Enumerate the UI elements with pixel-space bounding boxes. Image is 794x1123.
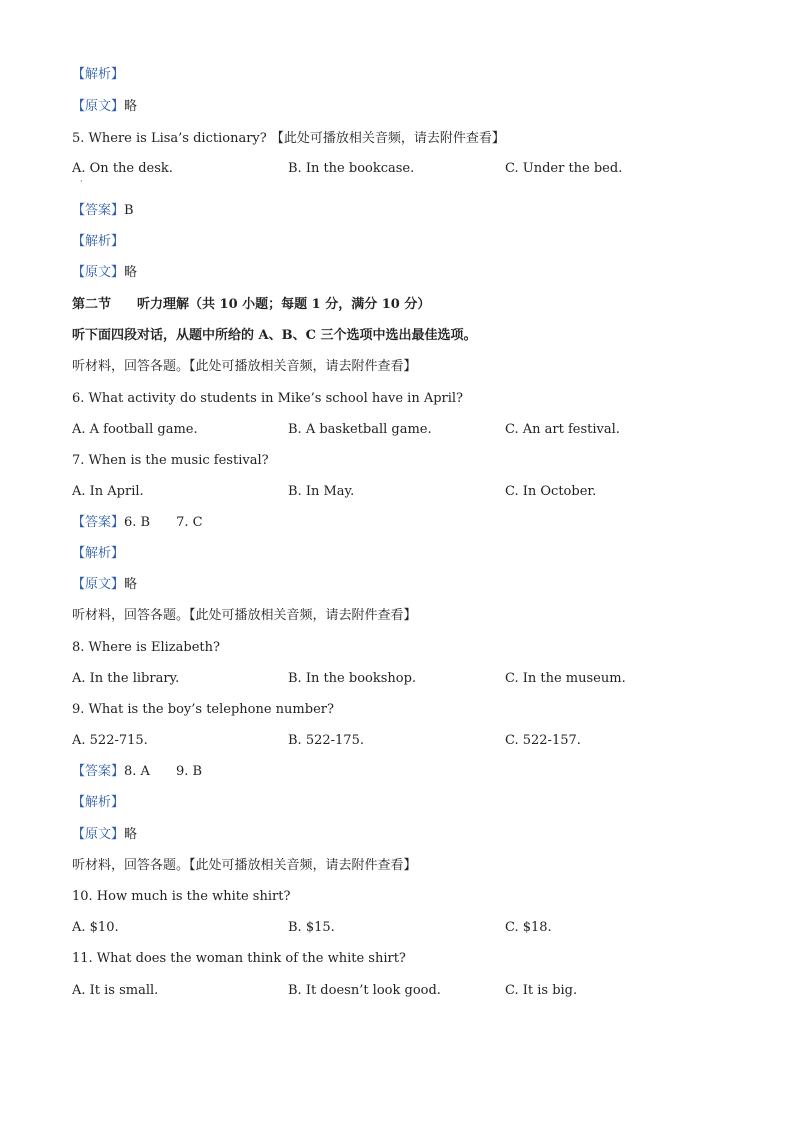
q7-option-a: A. In April. bbox=[72, 484, 144, 499]
section-2-title: 第二节 听力理解（共 10 小题；每题 1 分，满分 10 分） bbox=[72, 297, 431, 312]
analysis-label: 【解析】 bbox=[72, 234, 125, 249]
q11-option-b: B. It doesn’t look good. bbox=[288, 983, 441, 998]
q5-answer-line: 【答案】B bbox=[72, 203, 134, 218]
q8-option-a: A. In the library. bbox=[72, 671, 180, 686]
q5-option-c: C. Under the bed. bbox=[505, 161, 623, 176]
q10-option-a: A. $10. bbox=[72, 920, 119, 935]
analysis-label: 【解析】 bbox=[72, 67, 125, 82]
original-text-line: 【原文】略 bbox=[72, 99, 138, 114]
q6-option-a: A. A football game. bbox=[72, 422, 198, 437]
listen-prompt: 听材料，回答各题。【此处可播放相关音频，请去附件查看】 bbox=[72, 608, 417, 623]
q8-option-c: C. In the museum. bbox=[505, 671, 626, 686]
original-text-line: 【原文】略 bbox=[72, 265, 138, 280]
q7-option-b: B. In May. bbox=[288, 484, 355, 499]
listen-prompt: 听材料，回答各题。【此处可播放相关音频，请去附件查看】 bbox=[72, 359, 417, 374]
q9-option-a: A. 522-715. bbox=[72, 733, 148, 748]
q5-option-b: B. In the bookcase. bbox=[288, 161, 415, 176]
answer-6-7-line: 【答案】6. B 7. C bbox=[72, 515, 203, 530]
q10-option-b: B. $15. bbox=[288, 920, 335, 935]
analysis-label: 【解析】 bbox=[72, 795, 125, 810]
question-5: 5. Where is Lisa’s dictionary? 【此处可播放相关音频，请去附件查看】 bbox=[72, 131, 505, 146]
answer-8-9-line: 【答案】8. A 9. B bbox=[72, 764, 203, 779]
q7-option-c: C. In October. bbox=[505, 484, 597, 499]
original-text-line: 【原文】略 bbox=[72, 577, 138, 592]
question-10: 10. How much is the white shirt? bbox=[72, 889, 291, 904]
q11-option-a: A. It is small. bbox=[72, 983, 159, 998]
listen-prompt: 听材料，回答各题。【此处可播放相关音频，请去附件查看】 bbox=[72, 858, 417, 873]
stray-dot: · bbox=[80, 177, 83, 186]
q10-option-c: C. $18. bbox=[505, 920, 552, 935]
original-text-line: 【原文】略 bbox=[72, 827, 138, 842]
q6-option-c: C. An art festival. bbox=[505, 422, 620, 437]
q9-option-b: B. 522-175. bbox=[288, 733, 364, 748]
question-11: 11. What does the woman think of the white shirt? bbox=[72, 951, 406, 966]
question-8: 8. Where is Elizabeth? bbox=[72, 640, 220, 655]
q11-option-c: C. It is big. bbox=[505, 983, 578, 998]
q5-option-a: A. On the desk. bbox=[72, 161, 173, 176]
q6-option-b: B. A basketball game. bbox=[288, 422, 432, 437]
section-2-instruction: 听下面四段对话，从题中所给的 A、B、C 三个选项中选出最佳选项。 bbox=[72, 328, 477, 343]
question-6: 6. What activity do students in Mike’s school have in April? bbox=[72, 391, 464, 406]
q9-option-c: C. 522-157. bbox=[505, 733, 581, 748]
question-9: 9. What is the boy’s telephone number? bbox=[72, 702, 334, 717]
analysis-label: 【解析】 bbox=[72, 546, 125, 561]
question-7: 7. When is the music festival? bbox=[72, 453, 269, 468]
q8-option-b: B. In the bookshop. bbox=[288, 671, 417, 686]
